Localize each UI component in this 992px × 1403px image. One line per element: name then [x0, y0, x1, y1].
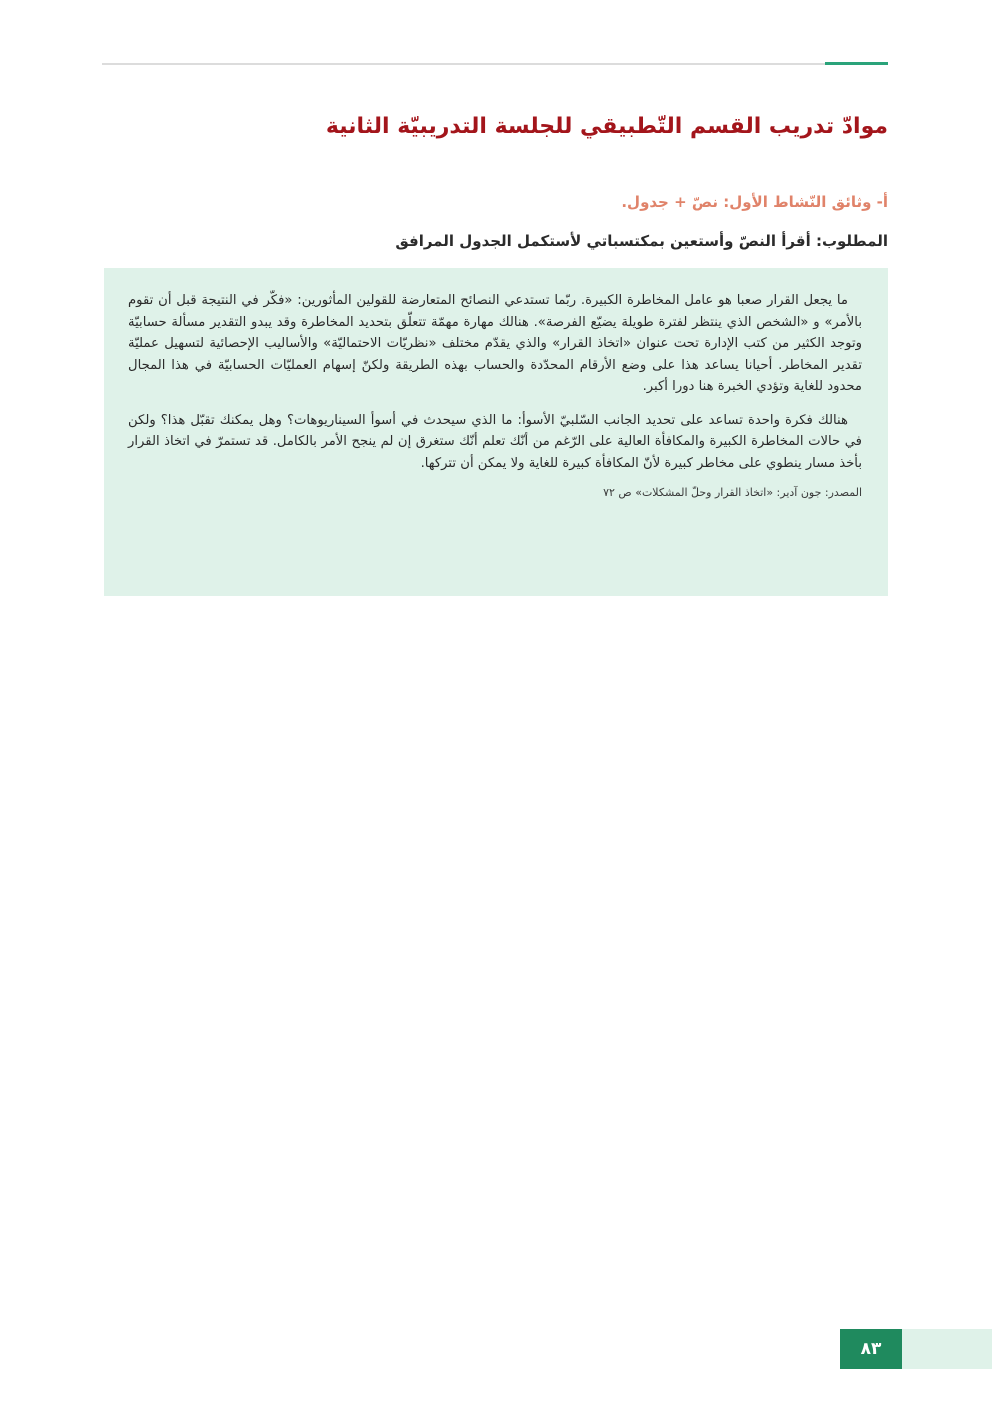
activity-heading: أ- وثائق النّشاط الأول: نصّ + جدول. — [621, 193, 888, 211]
reading-text-box — [104, 268, 888, 596]
header-divider — [102, 63, 888, 65]
text-paragraph-2: هنالك فكرة واحدة تساعد على تحديد الجانب السّلبيّ الأسوأ: ما الذي سيحدث في أسوأ السيناريوهات؟ وهل يمكنك تقبّل هذا؟ ولكن في حالات المخاطرة الكبيرة والمكافأة العالية على الرّغم من أنّك تعلم أنّك ستغرق إن لم ينجح الأمر بالكامل. قد تستمرّ في اتخاذ القرار بأخذ مسار ينطوي على مخاطر كبيرة لأنّ المكافأة كبيرة للغاية ولا يمكن أن تتركها. — [128, 412, 862, 471]
header-divider-accent — [825, 62, 888, 65]
page-title: موادّ تدريب القسم التّطبيقي للجلسة التدريبيّة الثانية — [325, 114, 888, 139]
text-paragraph-1: ما يجعل القرار صعبا هو عامل المخاطرة الكبيرة. ربّما تستدعي النصائح المتعارضة للقولين المأثورين: «فكّر في النتيجة قبل أن تقوم بالأمر» و «الشخص الذي ينتظر لفترة طويلة يضيّع الفرصة». هنالك مهارة مهمّة تتعلّق بتحديد المخاطرة وقد يبدو التقدير مسألة حسابيّة وتوجد الكثير من كتب الإدارة تحت عنوان «اتخاذ القرار» والذي يقدّم مختلف «نظريّات الاحتماليّة» والأساليب الإحصائية لتسهيل عمليّة تقدير المخاطر. أحيانا يساعد هذا على وضع الأرقام المحدّدة والحساب بهذه الطريقة ولكنّ إسهام العمليّات الحسابيّة في هذا المجال محدود للغاية وتؤدي الخبرة هنا دورا أكبر. — [128, 293, 862, 394]
source-citation: المصدر: جون آدير: «اتخاذ القرار وحلّ المشكلات» ص ٧٢ — [603, 486, 862, 499]
activity-requirement: المطلوب: أقرأ النصّ وأستعين بمكتسباتي لأستكمل الجدول المرافق — [395, 232, 888, 250]
page-number: ٨٣ — [840, 1329, 902, 1369]
